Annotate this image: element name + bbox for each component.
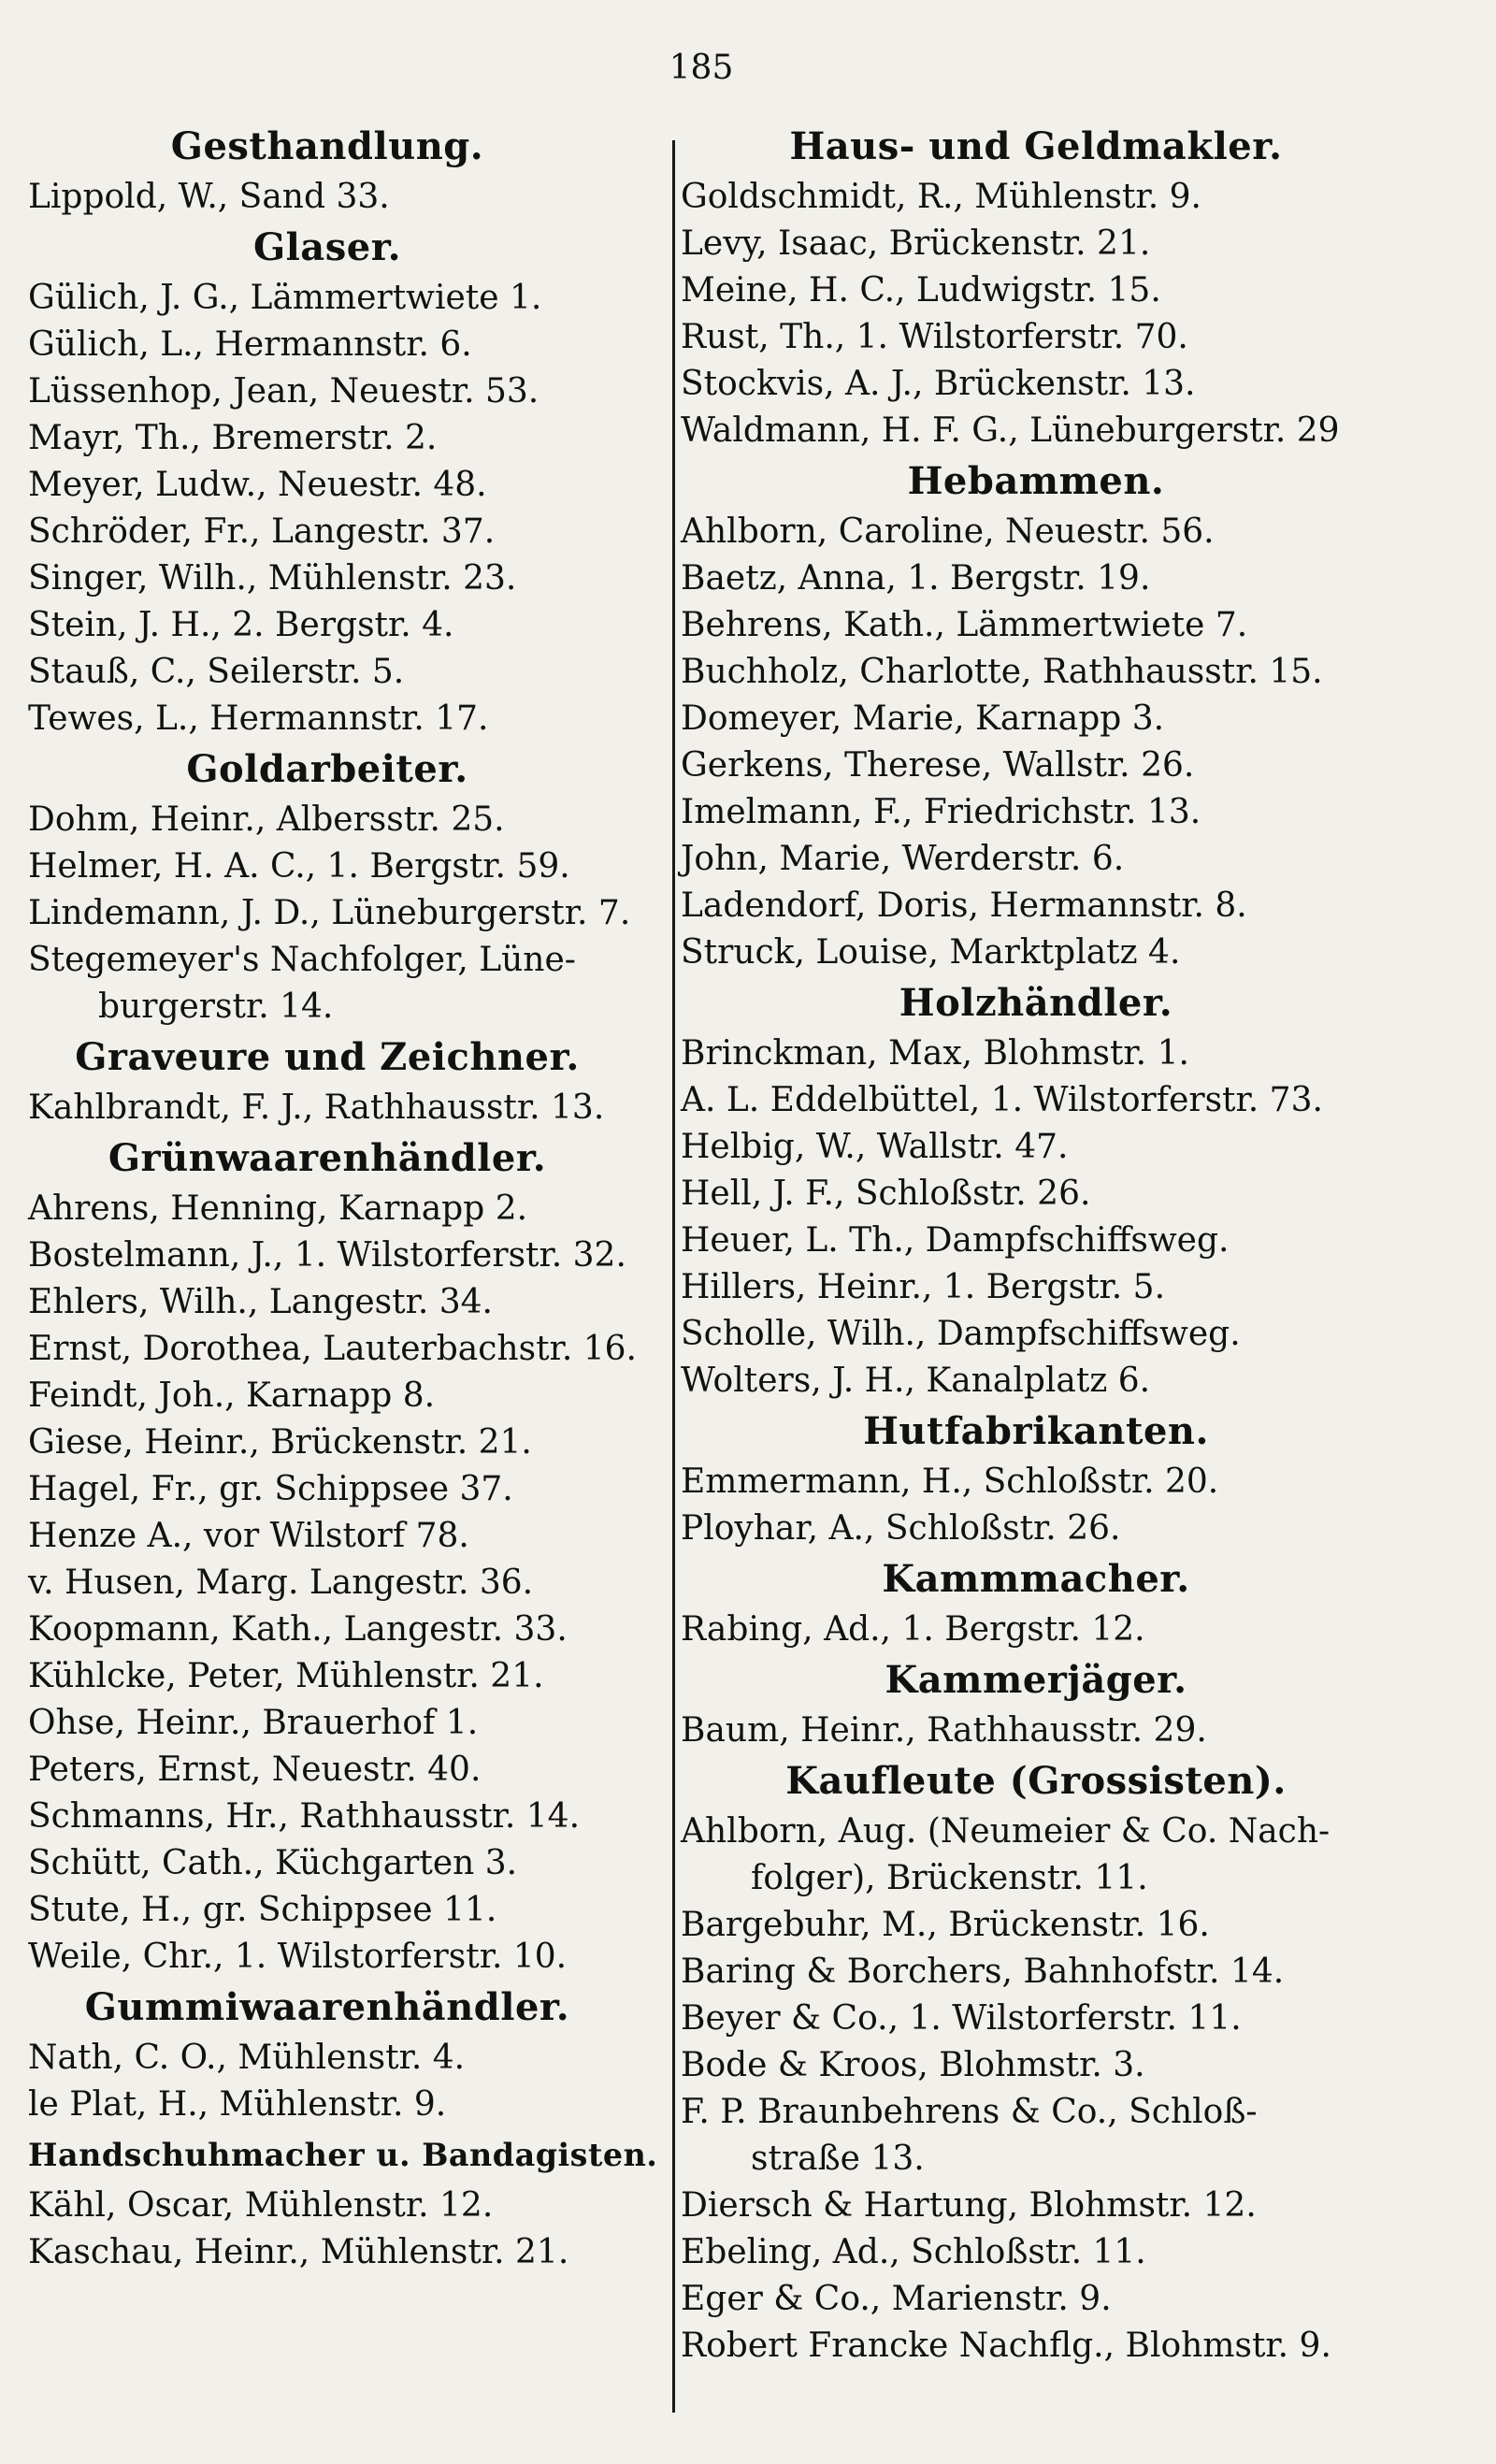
- directory-entry: Dohm, Heinr., Albersstr. 25.: [28, 800, 505, 839]
- directory-entry: Domeyer, Marie, Karnapp 3.: [681, 699, 1165, 738]
- directory-entry: Nath, C. O., Mühlenstr. 4.: [28, 2039, 466, 2077]
- directory-entry-continuation: straße 13.: [751, 2140, 925, 2178]
- directory-entry: Peters, Ernst, Neuestr. 40.: [28, 1751, 482, 1789]
- directory-entry: Kähl, Oscar, Mühlenstr. 12.: [28, 2186, 494, 2225]
- page-number: 185: [669, 49, 734, 87]
- directory-entry: Singer, Wilh., Mühlenstr. 23.: [28, 559, 517, 598]
- directory-entry: Ahrens, Henning, Karnapp 2.: [28, 1189, 528, 1228]
- directory-entry: Rust, Th., 1. Wilstorferstr. 70.: [681, 318, 1188, 356]
- directory-entry: Behrens, Kath., Lämmertwiete 7.: [681, 606, 1248, 644]
- directory-entry: Meine, H. C., Ludwigstr. 15.: [681, 271, 1161, 310]
- section-heading: Graveure und Zeichner.: [75, 1035, 580, 1079]
- section-heading: Kaufleute (Grossisten).: [785, 1759, 1287, 1803]
- directory-entry: Waldmann, H. F. G., Lüneburgerstr. 29: [681, 411, 1340, 450]
- directory-entry: Imelmann, F., Friedrichstr. 13.: [681, 793, 1201, 831]
- directory-entry: Beyer & Co., 1. Wilstorferstr. 11.: [681, 1999, 1242, 2038]
- section-heading: Haus- und Geldmakler.: [789, 124, 1283, 168]
- section-heading: Grünwaarenhändler.: [108, 1136, 547, 1180]
- directory-entry: Stute, H., gr. Schippsee 11.: [28, 1891, 497, 1929]
- section-heading: Gesthandlung.: [170, 124, 484, 168]
- directory-entry: Lindemann, J. D., Lüneburgerstr. 7.: [28, 894, 631, 932]
- directory-entry: Ladendorf, Doris, Hermannstr. 8.: [681, 886, 1247, 925]
- directory-entry: Heuer, L. Th., Dampfschiffsweg.: [681, 1221, 1230, 1260]
- directory-entry: Bargebuhr, M., Brückenstr. 16.: [681, 1906, 1210, 1944]
- section-heading: Goldarbeiter.: [186, 747, 468, 791]
- directory-entry: Stauß, C., Seilerstr. 5.: [28, 653, 405, 691]
- directory-entry: Ebeling, Ad., Schloßstr. 11.: [681, 2233, 1146, 2271]
- right-column: [681, 120, 1429, 2370]
- directory-entry: Kahlbrandt, F. J., Rathhausstr. 13.: [28, 1088, 605, 1127]
- directory-entry: Bode & Kroos, Blohmstr. 3.: [681, 2046, 1145, 2084]
- directory-entry: Baring & Borchers, Bahnhofstr. 14.: [681, 1952, 1285, 1991]
- directory-entry-continuation: folger), Brückenstr. 11.: [751, 1859, 1148, 1897]
- directory-entry: Stein, J. H., 2. Bergstr. 4.: [28, 606, 454, 644]
- directory-entry: Koopmann, Kath., Langestr. 33.: [28, 1610, 568, 1649]
- section-heading: Handschuhmacher u. Bandagisten.: [28, 2137, 658, 2173]
- directory-entry: le Plat, H., Mühlenstr. 9.: [28, 2085, 447, 2124]
- directory-entry: Lüssenhop, Jean, Neuestr. 53.: [28, 372, 539, 411]
- directory-entry: Hillers, Heinr., 1. Bergstr. 5.: [681, 1268, 1166, 1306]
- left-column: [28, 120, 669, 2276]
- section-heading: Gummiwaarenhändler.: [84, 1985, 570, 2029]
- directory-entry: Schütt, Cath., Küchgarten 3.: [28, 1844, 518, 1882]
- directory-entry: Ahlborn, Aug. (Neumeier & Co. Nach-: [681, 1812, 1331, 1851]
- directory-entry: Ahlborn, Caroline, Neuestr. 56.: [681, 512, 1215, 551]
- directory-entry: Bostelmann, J., 1. Wilstorferstr. 32.: [28, 1236, 626, 1275]
- directory-entry: Ehlers, Wilh., Langestr. 34.: [28, 1283, 494, 1321]
- directory-entry: Baum, Heinr., Rathhausstr. 29.: [681, 1711, 1207, 1750]
- directory-entry: Struck, Louise, Marktplatz 4.: [681, 933, 1181, 972]
- directory-entry: Gerkens, Therese, Wallstr. 26.: [681, 746, 1195, 785]
- directory-entry: Schmanns, Hr., Rathhausstr. 14.: [28, 1797, 581, 1836]
- section-heading: Hebammen.: [907, 459, 1165, 503]
- section-heading: Holzhändler.: [899, 981, 1173, 1025]
- directory-entry: F. P. Braunbehrens & Co., Schloß-: [681, 2093, 1258, 2131]
- directory-entry: Kaschau, Heinr., Mühlenstr. 21.: [28, 2233, 569, 2271]
- directory-entry: Tewes, L., Hermannstr. 17.: [28, 699, 489, 738]
- directory-entry: Feindt, Joh., Karnapp 8.: [28, 1376, 436, 1415]
- directory-entry: John, Marie, Werderstr. 6.: [681, 840, 1125, 878]
- directory-entry: Hagel, Fr., gr. Schippsee 37.: [28, 1470, 513, 1508]
- column-divider: [672, 140, 675, 2413]
- directory-entry: A. L. Eddelbüttel, 1. Wilstorferstr. 73.: [681, 1081, 1323, 1119]
- section-heading: Glaser.: [252, 225, 402, 269]
- directory-entry: Goldschmidt, R., Mühlenstr. 9.: [681, 178, 1201, 216]
- directory-entry: Gülich, L., Hermannstr. 6.: [28, 325, 472, 364]
- directory-entry: Hell, J. F., Schloßstr. 26.: [681, 1174, 1091, 1213]
- directory-entry: Schröder, Fr., Langestr. 37.: [28, 512, 496, 551]
- directory-entry: Baetz, Anna, 1. Bergstr. 19.: [681, 559, 1151, 598]
- directory-entry: Kühlcke, Peter, Mühlenstr. 21.: [28, 1657, 544, 1695]
- directory-entry: Stegemeyer's Nachfolger, Lüne-: [28, 941, 576, 979]
- directory-entry: Buchholz, Charlotte, Rathhausstr. 15.: [681, 653, 1323, 691]
- directory-entry: Wolters, J. H., Kanalplatz 6.: [681, 1362, 1151, 1400]
- directory-entry: Weile, Chr., 1. Wilstorferstr. 10.: [28, 1938, 568, 1976]
- directory-entry: Scholle, Wilh., Dampfschiffsweg.: [681, 1315, 1241, 1353]
- directory-entry: Ernst, Dorothea, Lauterbachstr. 16.: [28, 1330, 637, 1368]
- directory-entry: Brinckman, Max, Blohmstr. 1.: [681, 1034, 1189, 1073]
- directory-entry: Diersch & Hartung, Blohmstr. 12.: [681, 2186, 1257, 2225]
- directory-entry: Giese, Heinr., Brückenstr. 21.: [28, 1423, 532, 1462]
- directory-entry: Robert Francke Nachflg., Blohmstr. 9.: [681, 2327, 1331, 2365]
- directory-entry: Meyer, Ludw., Neuestr. 48.: [28, 466, 487, 504]
- directory-entry: Lippold, W., Sand 33.: [28, 178, 390, 216]
- directory-entry: Eger & Co., Marienstr. 9.: [681, 2280, 1112, 2318]
- directory-entry: Levy, Isaac, Brückenstr. 21.: [681, 224, 1151, 263]
- directory-entry: Stockvis, A. J., Brückenstr. 13.: [681, 365, 1196, 403]
- directory-entry: Gülich, J. G., Lämmertwiete 1.: [28, 279, 542, 317]
- directory-entry: Ployhar, A., Schloßstr. 26.: [681, 1509, 1121, 1548]
- directory-entry: Ohse, Heinr., Brauerhof 1.: [28, 1704, 479, 1742]
- section-heading: Hutfabrikanten.: [863, 1409, 1209, 1453]
- directory-entry: Henze A., vor Wilstorf 78.: [28, 1517, 469, 1555]
- directory-entry: Emmermann, H., Schloßstr. 20.: [681, 1463, 1219, 1501]
- directory-entry: v. Husen, Marg. Langestr. 36.: [28, 1563, 534, 1602]
- section-heading: Kammmacher.: [882, 1557, 1190, 1601]
- directory-entry-continuation: burgerstr. 14.: [98, 987, 334, 1026]
- directory-entry: Rabing, Ad., 1. Bergstr. 12.: [681, 1610, 1145, 1649]
- directory-entry: Mayr, Th., Bremerstr. 2.: [28, 419, 438, 457]
- section-heading: Kammerjäger.: [885, 1658, 1187, 1702]
- directory-entry: Helmer, H. A. C., 1. Bergstr. 59.: [28, 847, 570, 886]
- directory-entry: Helbig, W., Wallstr. 47.: [681, 1128, 1069, 1166]
